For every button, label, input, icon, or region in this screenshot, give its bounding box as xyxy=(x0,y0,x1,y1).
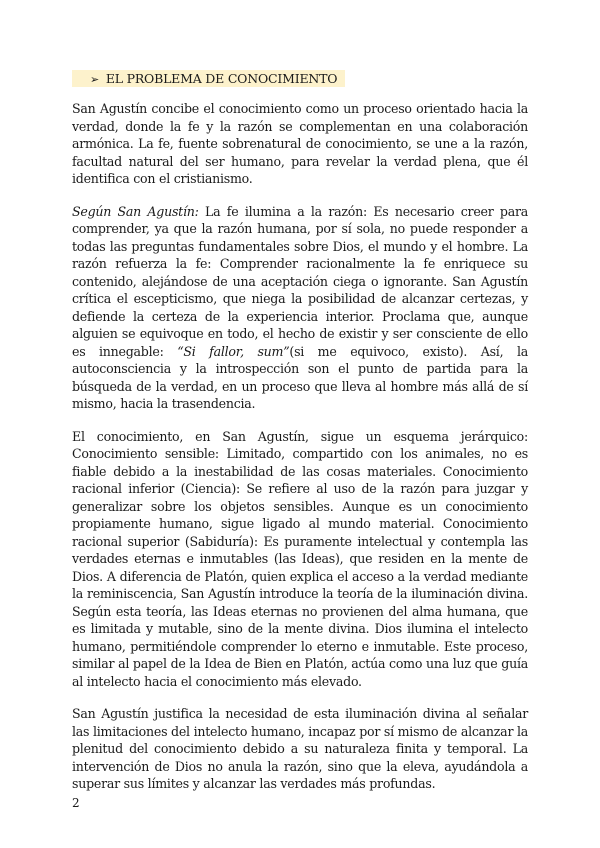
paragraph-3: El conocimiento, en San Agustín, sigue un esquema jerárquico: Conocimiento sensible: Limitado, compartido con los animales, no es fiable debido a la inestabilidad de las cosas materiales. Conocimiento racional inferior (Ciencia): Se refiere al uso de la razón para juzgar y generalizar sobre los objetos sensibles. Aunque es un conocimiento propiamente humano, sigue ligado al mundo material. Conocimiento racional superior (Sabiduría): Es puramente intelectual y contempla las verdades eternas e inmutables (las Ideas), que residen en la mente de Dios. A diferencia de Platón, quien explica el acceso a la verdad mediante la reminiscencia, San Agustín introduce la teoría de la iluminación divina. Según esta teoría, las Ideas eternas no provienen del alma humana, que es limitada y mutable, sino de la mente divina. Dios ilumina el intelecto humano, permitiéndole comprender lo eterno e inmutable. Este proceso, similar al papel de la Idea de Bien en Platón, actúa como una luz que guía al intelecto hacia el conocimiento más elevado. xyxy=(72,428,528,689)
arrow-bullet-icon: ➢ xyxy=(90,73,100,86)
paragraph-2-lead: Según San Agustín: xyxy=(72,203,199,219)
page-content xyxy=(72,68,528,808)
latin-quote: “Si fallor, sum” xyxy=(177,343,290,359)
paragraph-2-body-a: La fe ilumina a la razón: Es necesario creer para comprender, ya que la razón humana, por sí sola, no puede responder a todas las preguntas fundamentales sobre Dios, el mundo y el hombre. La razón refuerza la fe: Comprender racionalmente la fe enriquece su contenido, alejándose de una aceptación ciega o ignorante. San Agustín crítica el escepticismo, que niega la posibilidad de alcanzar certezas, y defiende la certeza de la experiencia interior. Proclama que, aunque alguien se equivoque en todo, el hecho de existir y ser consciente de ello es innegable: xyxy=(72,203,529,359)
paragraph-1: San Agustín concibe el conocimiento como un proceso orientado hacia la verdad, donde la fe y la razón se complementan en una colaboración armónica. La fe, fuente sobrenatural de conocimiento, se une a la razón, facultad natural del ser humano, para revelar la verdad plena, que él identifica con el cristianismo. xyxy=(72,101,528,186)
paragraph-2 xyxy=(72,203,528,413)
section-heading xyxy=(72,70,345,87)
paragraph-2-body-b: (si me equivoco, existo). Así, la autoconsciencia y la introspección son el punto de partida para la búsqueda de la verdad, en un proceso que lleva al hombre más allá de sí mismo, hacia la trasendencia. xyxy=(72,343,528,411)
paragraph-4: San Agustín justifica la necesidad de esta iluminación divina al señalar las limitaciones del intelecto humano, incapaz por sí mismo de alcanzar la plenitud del conocimiento debido a su naturaleza finita y temporal. La intervención de Dios no anula la razón, sino que la eleva, ayudándola a superar sus límites y alcanzar las verdades más profundas. xyxy=(72,706,528,791)
page-number: 2 xyxy=(72,796,80,810)
section-heading-text: EL PROBLEMA DE CONOCIMIENTO xyxy=(105,71,338,86)
